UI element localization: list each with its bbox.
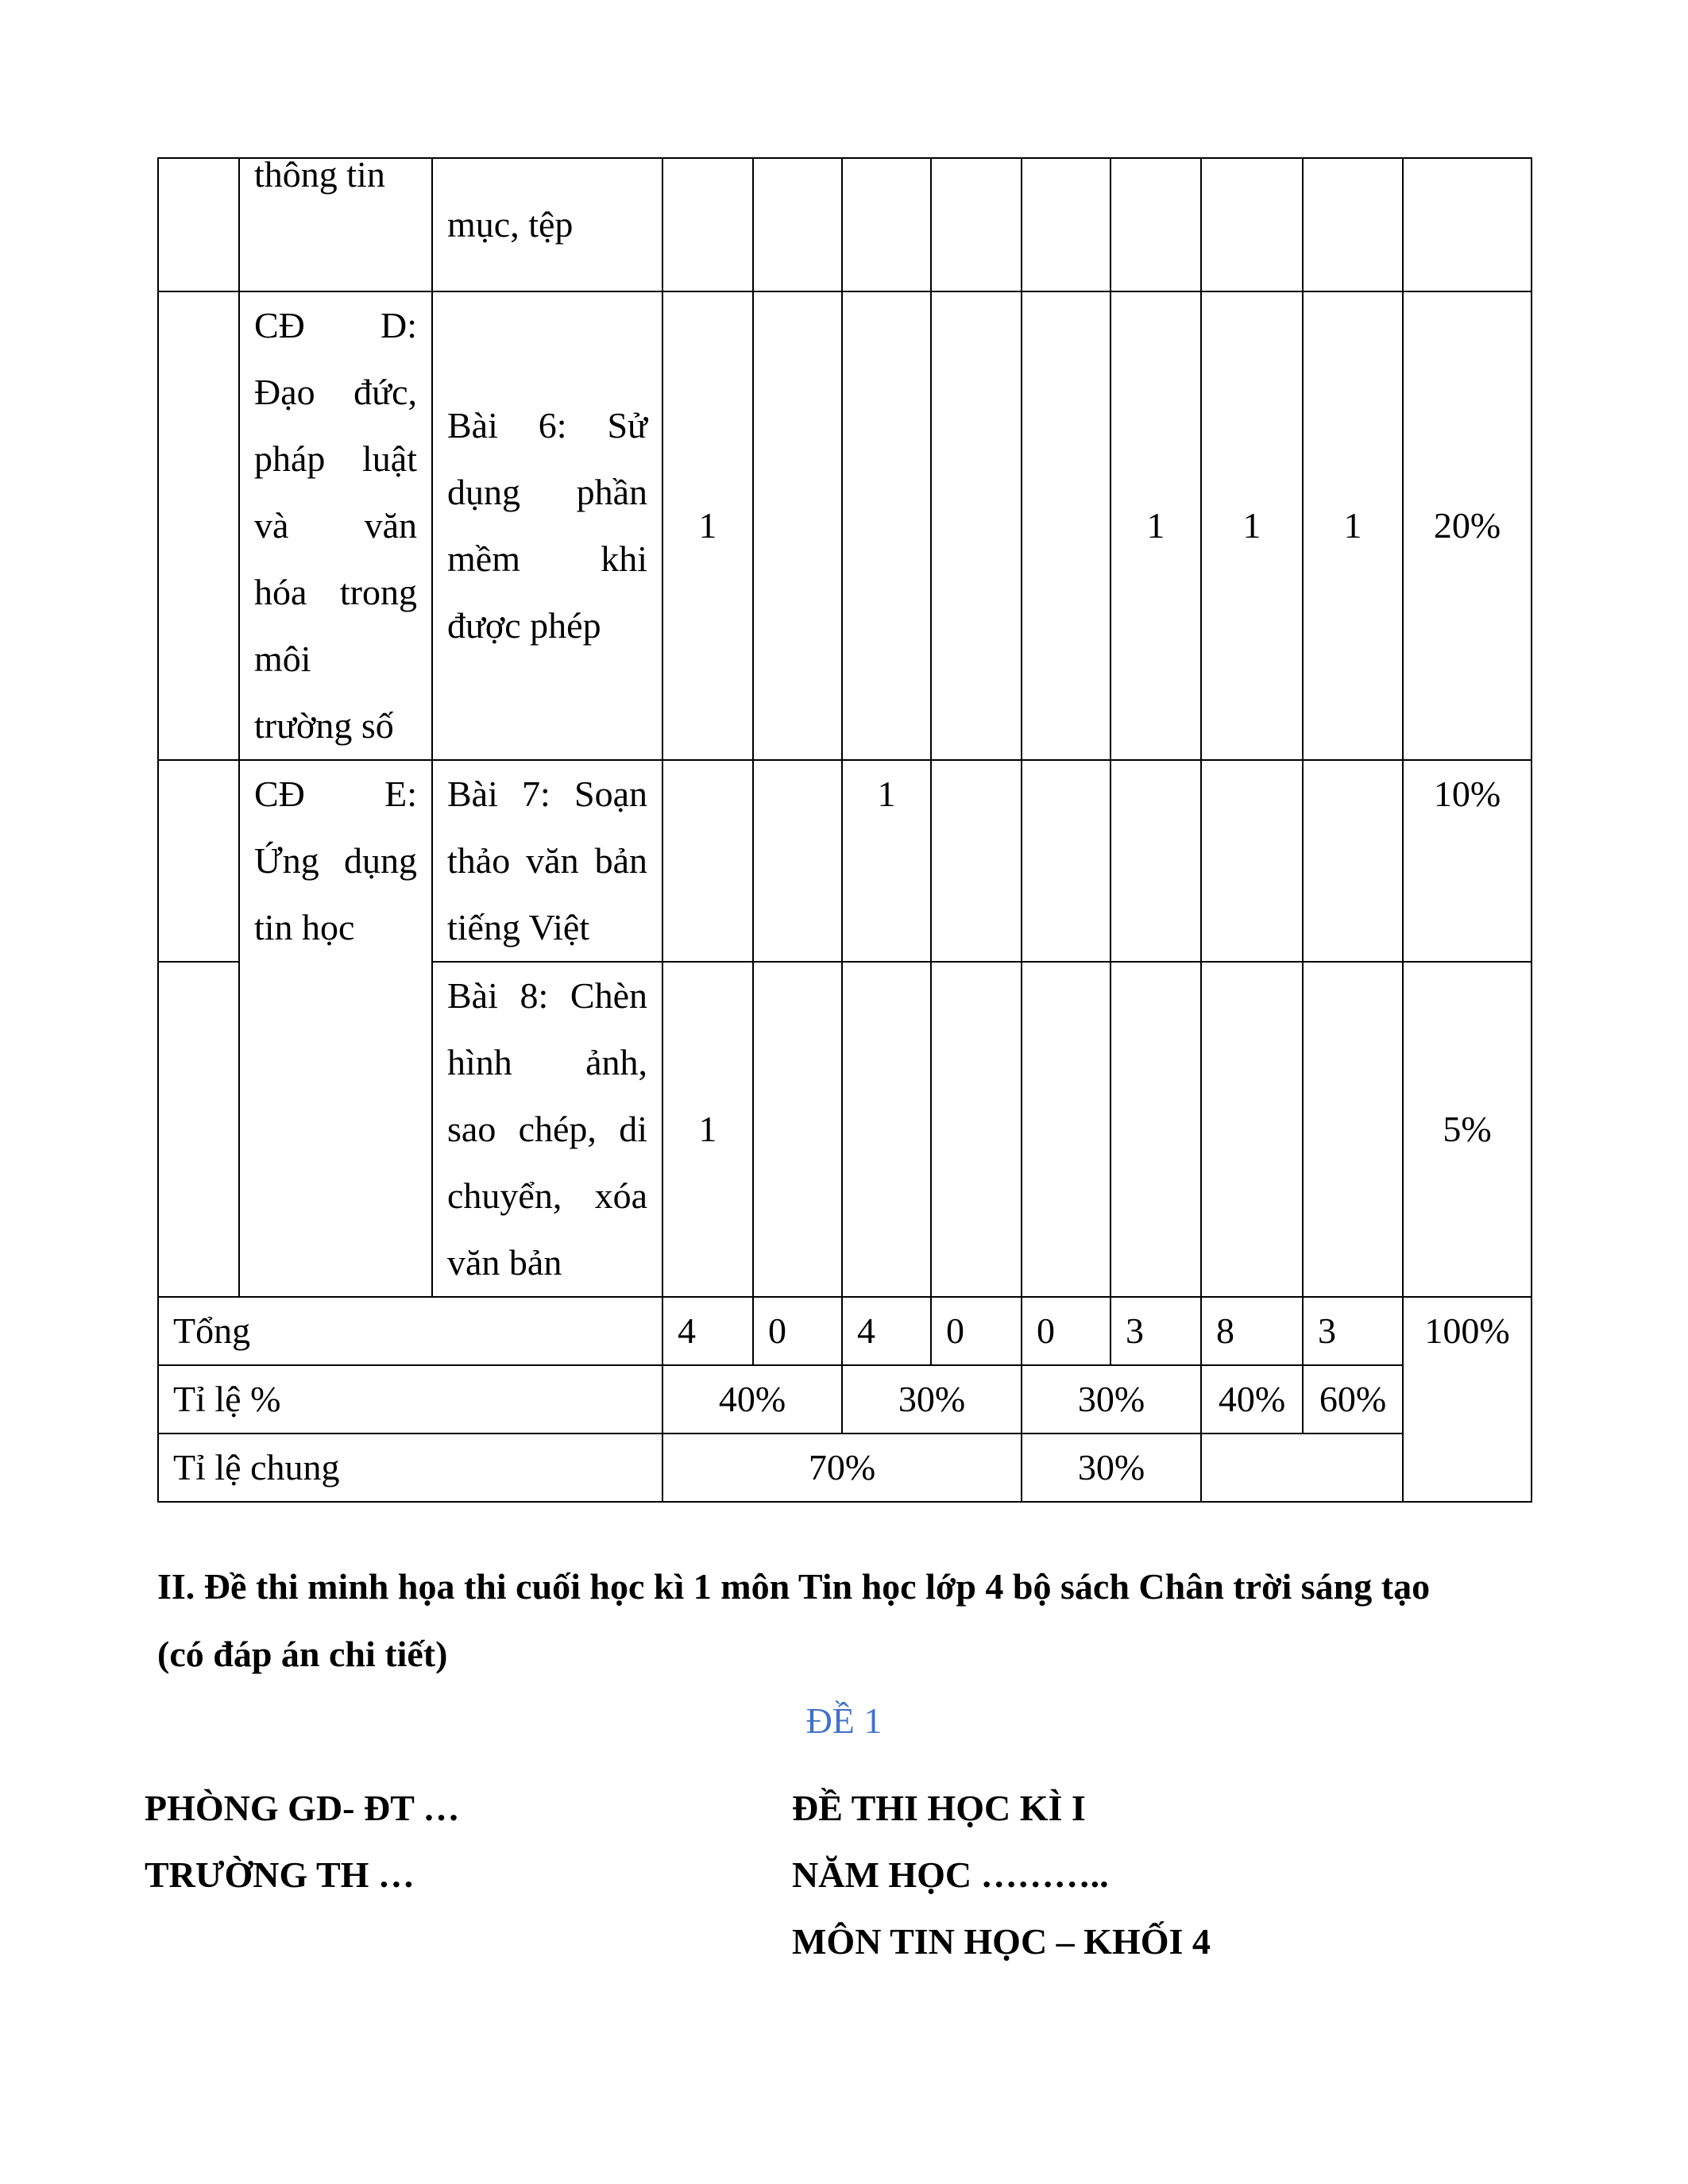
ratio-value: 30% (1022, 1365, 1201, 1433)
overall-label: Tỉ lệ chung (158, 1433, 662, 1502)
subject-grade: MÔN TIN HỌC – KHỐI 4 (792, 1921, 1211, 1962)
total-value: 3 (1303, 1297, 1403, 1365)
total-value: 0 (753, 1297, 842, 1365)
overall-value: 30% (1022, 1433, 1201, 1502)
lesson-cell: mục, tệp (432, 158, 662, 291)
count-cell: 1 (842, 760, 931, 962)
total-value: 4 (662, 1297, 753, 1365)
ratio-value: 40% (662, 1365, 842, 1433)
exam-title: ĐỀ THI HỌC KÌ I (792, 1788, 1086, 1828)
table-row (158, 291, 1532, 760)
overall-value: 70% (662, 1433, 1022, 1502)
count-cell: 1 (662, 962, 753, 1297)
exam-label: ĐỀ 1 (805, 1700, 883, 1741)
ratio-value: 60% (1303, 1365, 1403, 1433)
ratio-row (158, 1365, 1532, 1433)
school-label: TRƯỜNG TH … (145, 1854, 415, 1895)
ratio-label: Tỉ lệ % (158, 1365, 662, 1433)
topic-cell: CĐ D: Đạo đức, pháp luật và văn hóa trong môi trường số (239, 291, 432, 760)
count-cell: 1 (1201, 291, 1303, 760)
total-value: 0 (931, 1297, 1022, 1365)
count-cell: 1 (1303, 291, 1403, 760)
percent-cell: 20% (1403, 291, 1532, 760)
count-cell: 1 (1111, 291, 1201, 760)
topic-cell: thông tin (239, 158, 432, 291)
section-heading: II. Đề thi minh họa thi cuối học kì 1 môn Tin học lớp 4 bộ sách Chân trời sáng tạo (157, 1566, 1431, 1607)
section-heading-cont: (có đáp án chi tiết) (157, 1634, 448, 1674)
count-cell: 1 (662, 291, 753, 760)
lesson-cell: Bài 7: Soạn thảo văn bản tiếng Việt (432, 760, 662, 962)
lesson-cell: Bài 6: Sử dụng phần mềm khi được phép (432, 291, 662, 760)
total-value: 8 (1201, 1297, 1303, 1365)
total-value: 4 (842, 1297, 931, 1365)
overall-row (158, 1433, 1532, 1502)
lesson-cell: Bài 8: Chèn hình ảnh, sao chép, di chuyển, xóa văn bản (432, 962, 662, 1297)
total-value: 3 (1111, 1297, 1201, 1365)
ratio-value: 40% (1201, 1365, 1303, 1433)
total-row (158, 1297, 1532, 1365)
exam-matrix-table (157, 157, 1532, 1503)
table-row (158, 760, 1532, 962)
ratio-value: 30% (842, 1365, 1022, 1433)
school-year: NĂM HỌC ……….. (792, 1854, 1109, 1895)
department-label: PHÒNG GD- ĐT … (145, 1788, 460, 1828)
percent-cell: 5% (1403, 962, 1532, 1297)
topic-cell: CĐ E: Ứng dụng tin học (239, 760, 432, 1297)
table-row (158, 158, 1532, 291)
total-label: Tổng (158, 1297, 662, 1365)
total-percent: 100% (1403, 1297, 1532, 1502)
total-value: 0 (1022, 1297, 1111, 1365)
percent-cell: 10% (1403, 760, 1532, 962)
